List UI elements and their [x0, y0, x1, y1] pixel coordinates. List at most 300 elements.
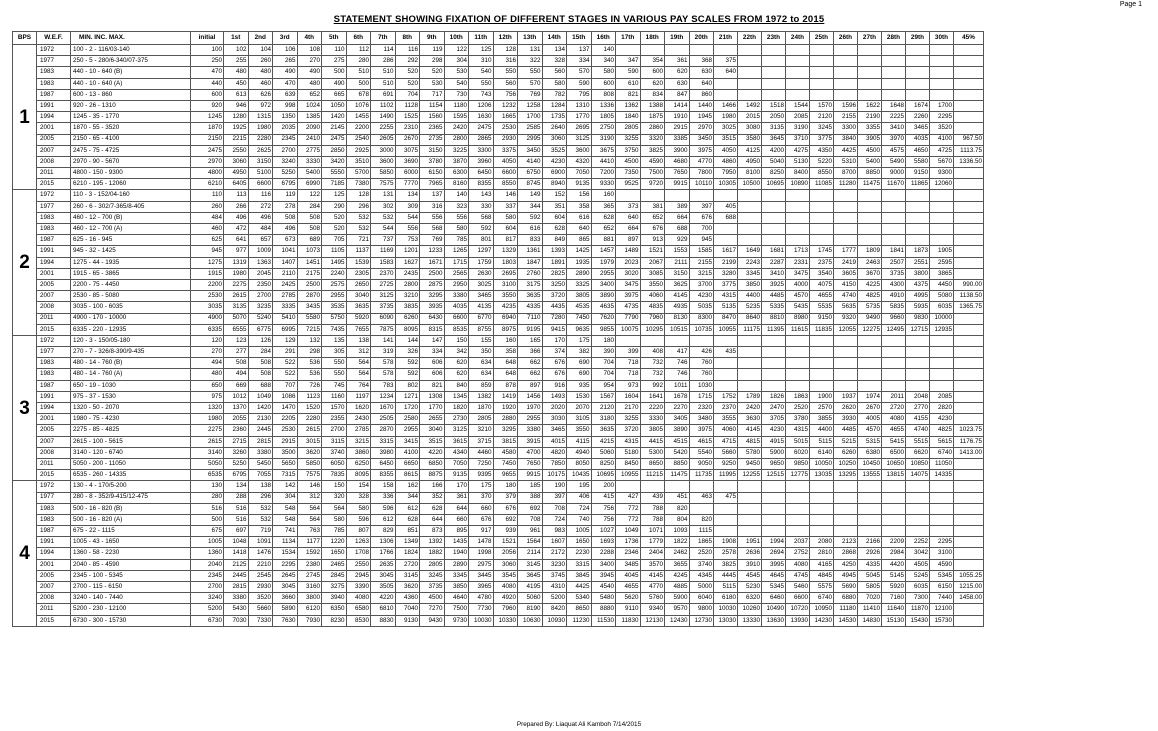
- pct-value: 1413.00: [954, 447, 984, 458]
- stage-value: 3735: [371, 302, 396, 313]
- stage-value: 788: [640, 503, 665, 514]
- stage-value: 2551: [906, 257, 930, 268]
- stage-value: 1979: [591, 257, 616, 268]
- pay-scale: 1005 - 43 - 1650: [71, 537, 191, 548]
- stage-value: [714, 369, 738, 380]
- stage-value: 11830: [616, 615, 641, 626]
- stage-value: 3465: [542, 425, 567, 436]
- stage-value: 732: [640, 358, 665, 369]
- wef-year: 1983: [37, 503, 71, 514]
- table-row: [13, 212, 984, 223]
- stage-value: 480: [224, 67, 249, 78]
- pct-value: 1113.75: [954, 145, 984, 156]
- stage-value: 7960: [493, 604, 518, 615]
- stage-value: 3655: [665, 559, 690, 570]
- stage-value: 11180: [834, 604, 858, 615]
- stage-value: 700: [689, 224, 714, 235]
- stage-value: 2595: [930, 257, 954, 268]
- wef-year: 2005: [37, 279, 71, 290]
- stage-value: 3042: [906, 548, 930, 559]
- stage-value: 592: [395, 358, 420, 369]
- stage-value: 11050: [930, 458, 954, 469]
- stage-value: 2320: [689, 403, 714, 414]
- stage-value: 2275: [224, 279, 249, 290]
- pay-scale: 120 - 3 - 150/05-180: [71, 335, 191, 346]
- stage-value: 3380: [248, 447, 273, 458]
- stage-value: 137: [567, 45, 592, 56]
- stage-value: 3975: [616, 291, 641, 302]
- stage-value: 4715: [714, 436, 738, 447]
- stage-value: 5100: [248, 168, 273, 179]
- stage-value: 3720: [542, 291, 567, 302]
- stage-value: 6650: [395, 458, 420, 469]
- stage-value: 550: [469, 78, 494, 89]
- stage-value: 5215: [834, 436, 858, 447]
- pay-scale: 975 - 37 - 1530: [71, 391, 191, 402]
- stage-value: [786, 514, 810, 525]
- stage-value: 1027: [591, 526, 616, 537]
- stage-value: 1012: [224, 391, 249, 402]
- table-row: [13, 134, 984, 145]
- stage-value: [810, 190, 834, 201]
- stage-value: 3150: [248, 156, 273, 167]
- stage-value: 1875: [640, 112, 665, 123]
- stage-value: 344: [395, 492, 420, 503]
- table-row: [13, 604, 984, 615]
- stage-value: 592: [395, 369, 420, 380]
- stage-value: 316: [493, 56, 518, 67]
- stage-value: 817: [493, 235, 518, 246]
- table-row: [13, 537, 984, 548]
- stage-value: 3905: [858, 134, 882, 145]
- stage-value: 373: [616, 201, 641, 212]
- stage-value: 1945: [689, 112, 714, 123]
- stage-value: 3480: [689, 414, 714, 425]
- stage-value: [858, 67, 882, 78]
- stage-value: [930, 347, 954, 358]
- stage-value: [810, 78, 834, 89]
- stage-value: 1622: [858, 100, 882, 111]
- stage-value: 494: [224, 369, 249, 380]
- initial-value: 650: [191, 380, 224, 391]
- stage-value: 8700: [834, 168, 858, 179]
- stage-value: 568: [469, 212, 494, 223]
- stage-value: 337: [493, 201, 518, 212]
- stage-value: 3890: [591, 291, 616, 302]
- stage-value: [738, 201, 762, 212]
- stage-value: 1425: [567, 246, 592, 257]
- header-stage: 1st: [224, 32, 249, 45]
- stage-value: 5080: [930, 291, 954, 302]
- stage-value: [858, 369, 882, 380]
- stage-value: 860: [689, 89, 714, 100]
- stage-value: [834, 526, 858, 537]
- stage-value: 134: [395, 190, 420, 201]
- stage-value: 8980: [786, 313, 810, 324]
- header-stage: 26th: [834, 32, 858, 45]
- stage-value: 590: [567, 78, 592, 89]
- stage-value: 113: [224, 190, 249, 201]
- stage-value: 4050: [493, 156, 518, 167]
- stage-value: 4375: [906, 279, 930, 290]
- stage-value: 13035: [810, 470, 834, 481]
- stage-value: 10735: [689, 324, 714, 335]
- stage-value: 2130: [248, 414, 273, 425]
- stage-value: [689, 45, 714, 56]
- stage-value: 2825: [542, 268, 567, 279]
- stage-value: 4145: [665, 291, 690, 302]
- stage-value: 146: [297, 481, 322, 492]
- stage-value: 2175: [297, 268, 322, 279]
- stage-value: 2048: [906, 391, 930, 402]
- initial-value: 440: [191, 78, 224, 89]
- stage-value: 544: [371, 224, 396, 235]
- stage-value: 5415: [882, 436, 906, 447]
- stage-value: [882, 56, 906, 67]
- stage-value: 556: [444, 212, 469, 223]
- stage-value: 9720: [640, 179, 665, 190]
- stage-value: 9915: [518, 470, 543, 481]
- stage-value: 3085: [640, 268, 665, 279]
- stage-value: 662: [518, 358, 543, 369]
- stage-value: [762, 358, 786, 369]
- stage-value: 785: [444, 235, 469, 246]
- stage-value: 3450: [689, 134, 714, 145]
- stage-value: 3540: [810, 268, 834, 279]
- stage-value: 11395: [762, 324, 786, 335]
- table-row: [13, 279, 984, 290]
- stage-value: 2435: [395, 268, 420, 279]
- stage-value: 7250: [469, 458, 494, 469]
- header-stage: 20th: [689, 32, 714, 45]
- stage-value: 110: [322, 45, 347, 56]
- stage-value: 5400: [297, 168, 322, 179]
- stage-value: 351: [542, 201, 567, 212]
- table-row: [13, 235, 984, 246]
- stage-value: 745: [322, 380, 347, 391]
- stage-value: 8880: [591, 604, 616, 615]
- stage-value: 634: [469, 369, 494, 380]
- stage-value: 4485: [834, 425, 858, 436]
- stage-value: 6140: [810, 447, 834, 458]
- stage-value: 3060: [224, 156, 249, 167]
- stage-value: 3940: [322, 593, 347, 604]
- stage-value: [786, 380, 810, 391]
- stage-value: [738, 492, 762, 503]
- stage-value: 1841: [882, 246, 906, 257]
- stage-value: 1553: [665, 246, 690, 257]
- stage-value: 3150: [665, 268, 690, 279]
- stage-value: 1925: [224, 123, 249, 134]
- stage-value: 13030: [714, 615, 738, 626]
- stage-value: 370: [469, 492, 494, 503]
- table-row: [13, 593, 984, 604]
- stage-value: 1596: [834, 100, 858, 111]
- stage-value: 12275: [858, 324, 882, 335]
- stage-value: [858, 492, 882, 503]
- stage-value: [882, 380, 906, 391]
- stage-value: 4100: [930, 134, 954, 145]
- stage-value: 6740: [810, 593, 834, 604]
- stage-value: 1258: [518, 100, 543, 111]
- stage-value: 4540: [591, 582, 616, 593]
- stage-value: 2125: [224, 559, 249, 570]
- stage-value: 5805: [858, 582, 882, 593]
- stage-value: [786, 201, 810, 212]
- stage-value: [738, 67, 762, 78]
- stage-value: 2670: [858, 403, 882, 414]
- stage-value: 2475: [469, 123, 494, 134]
- stage-value: 2636: [738, 548, 762, 559]
- stage-value: 3850: [444, 582, 469, 593]
- table-row: [13, 179, 984, 190]
- stage-value: 1595: [444, 112, 469, 123]
- stage-value: 753: [395, 235, 420, 246]
- stage-value: 7655: [346, 324, 371, 335]
- stage-value: 8650: [640, 458, 665, 469]
- stage-value: 1585: [689, 246, 714, 257]
- stage-value: 4915: [762, 436, 786, 447]
- stage-value: [738, 89, 762, 100]
- stage-value: [762, 89, 786, 100]
- stage-value: 155: [469, 335, 494, 346]
- stage-value: 3670: [858, 268, 882, 279]
- stage-value: 3925: [762, 279, 786, 290]
- pct-value: [954, 201, 984, 212]
- table-row: [13, 291, 984, 302]
- stage-value: 3805: [640, 425, 665, 436]
- pct-value: [954, 123, 984, 134]
- stage-value: [738, 347, 762, 358]
- stage-value: 3660: [273, 593, 298, 604]
- stage-value: 7730: [469, 604, 494, 615]
- stage-value: [906, 212, 930, 223]
- stage-value: 7330: [248, 615, 273, 626]
- stage-value: 564: [297, 514, 322, 525]
- stage-value: 3805: [567, 291, 592, 302]
- stage-value: 717: [420, 89, 445, 100]
- stage-value: 8975: [493, 324, 518, 335]
- stage-value: 11640: [882, 604, 906, 615]
- stage-value: [616, 190, 641, 201]
- stage-value: 1840: [616, 112, 641, 123]
- stage-value: 2123: [834, 537, 858, 548]
- stage-value: 5935: [906, 302, 930, 313]
- stage-value: [930, 235, 954, 246]
- stage-value: 480: [297, 78, 322, 89]
- stage-value: 2975: [469, 559, 494, 570]
- stage-value: 5575: [810, 582, 834, 593]
- stage-value: [906, 358, 930, 369]
- stage-value: 840: [444, 380, 469, 391]
- stage-value: 516: [224, 514, 249, 525]
- stage-value: 9830: [906, 313, 930, 324]
- stage-value: 1024: [297, 100, 322, 111]
- pay-scale: 6535 - 260 - 14335: [71, 470, 191, 481]
- stage-value: 788: [640, 514, 665, 525]
- stage-value: 3740: [689, 559, 714, 570]
- stage-value: [714, 224, 738, 235]
- stage-value: 141: [371, 335, 396, 346]
- stage-value: 2695: [493, 268, 518, 279]
- stage-value: 5580: [906, 156, 930, 167]
- stage-value: 9050: [689, 458, 714, 469]
- stage-value: 328: [346, 492, 371, 503]
- table-row: [13, 559, 984, 570]
- stage-value: 5070: [224, 313, 249, 324]
- stage-value: 2419: [834, 257, 858, 268]
- stage-value: [689, 481, 714, 492]
- wef-year: 1977: [37, 492, 71, 503]
- stage-value: [858, 347, 882, 358]
- stage-value: 8550: [810, 168, 834, 179]
- stage-value: 11280: [834, 179, 858, 190]
- stage-value: 3465: [906, 123, 930, 134]
- stage-value: 13930: [786, 615, 810, 626]
- table-row: [13, 45, 984, 56]
- stage-value: 3515: [714, 134, 738, 145]
- stage-value: 2023: [616, 257, 641, 268]
- stage-value: 3445: [469, 570, 494, 581]
- stage-value: 1160: [322, 391, 347, 402]
- stage-value: 620: [444, 369, 469, 380]
- stage-value: 435: [714, 347, 738, 358]
- stage-value: 138: [248, 481, 273, 492]
- stage-value: 592: [518, 212, 543, 223]
- stage-value: 580: [591, 67, 616, 78]
- stage-value: [762, 481, 786, 492]
- stage-value: 5200: [542, 593, 567, 604]
- stage-value: 847: [665, 89, 690, 100]
- stage-value: 2730: [444, 414, 469, 425]
- stage-value: 5490: [882, 156, 906, 167]
- table-row: [13, 615, 984, 626]
- stage-value: 688: [714, 212, 738, 223]
- stage-value: 1492: [738, 100, 762, 111]
- stage-value: 550: [493, 67, 518, 78]
- pct-value: [954, 481, 984, 492]
- stage-value: 5550: [322, 168, 347, 179]
- stage-value: 9490: [858, 313, 882, 324]
- stage-value: 592: [469, 224, 494, 235]
- stage-value: 10305: [714, 179, 738, 190]
- stage-value: 1847: [518, 257, 543, 268]
- pay-scale: 6730 - 300 - 15730: [71, 615, 191, 626]
- stage-value: 1345: [444, 391, 469, 402]
- stage-value: 1648: [882, 100, 906, 111]
- stage-value: [810, 56, 834, 67]
- stage-value: 1998: [469, 548, 494, 559]
- stage-value: 5430: [224, 604, 249, 615]
- stage-value: 2215: [224, 134, 249, 145]
- stage-value: 7315: [273, 470, 298, 481]
- stage-value: 3300: [469, 145, 494, 156]
- stage-value: 3645: [762, 134, 786, 145]
- table-row: [13, 257, 984, 268]
- stage-value: [906, 335, 930, 346]
- stage-value: 3380: [224, 593, 249, 604]
- stage-value: 1650: [322, 548, 347, 559]
- stage-value: 5400: [858, 156, 882, 167]
- pay-scale: 650 - 19 - 1030: [71, 380, 191, 391]
- stage-value: 2310: [395, 123, 420, 134]
- stage-value: 2090: [297, 123, 322, 134]
- stage-value: 255: [224, 56, 249, 67]
- stage-value: 10250: [834, 458, 858, 469]
- stage-value: 4820: [542, 447, 567, 458]
- stage-value: 6900: [542, 168, 567, 179]
- stage-value: 763: [297, 526, 322, 537]
- stage-value: 3915: [518, 436, 543, 447]
- stage-value: 379: [493, 492, 518, 503]
- stage-value: 580: [444, 224, 469, 235]
- stage-value: 772: [616, 503, 641, 514]
- stage-value: 150: [322, 481, 347, 492]
- stage-value: [882, 481, 906, 492]
- stage-value: 4445: [714, 570, 738, 581]
- stage-value: 5460: [786, 582, 810, 593]
- stage-value: 397: [689, 201, 714, 212]
- stage-value: 628: [395, 514, 420, 525]
- pay-scale: 2970 - 90 - 5670: [71, 156, 191, 167]
- stage-value: 152: [542, 190, 567, 201]
- stage-value: 3855: [810, 414, 834, 425]
- stage-value: 2375: [810, 257, 834, 268]
- stage-value: 4860: [714, 156, 738, 167]
- wef-year: 2008: [37, 447, 71, 458]
- stage-value: 795: [567, 89, 592, 100]
- stage-value: 600: [591, 78, 616, 89]
- stage-value: 3215: [346, 436, 371, 447]
- stage-value: [906, 380, 930, 391]
- header-stage: 21th: [714, 32, 738, 45]
- stage-value: 1382: [469, 391, 494, 402]
- stage-value: 290: [322, 201, 347, 212]
- stage-value: 2805: [616, 123, 641, 134]
- stage-value: 3315: [371, 436, 396, 447]
- pay-scale: 110 - 3 - 152/04-160: [71, 190, 191, 201]
- stage-value: [762, 514, 786, 525]
- stage-value: 3570: [640, 559, 665, 570]
- table-row: [13, 414, 984, 425]
- stage-value: 352: [420, 492, 445, 503]
- stage-value: 4275: [786, 145, 810, 156]
- stage-value: [762, 78, 786, 89]
- stage-value: 3385: [665, 134, 690, 145]
- stage-value: [834, 481, 858, 492]
- stage-value: 741: [273, 526, 298, 537]
- initial-value: 460: [191, 224, 224, 235]
- pay-scale: 600 - 13 - 860: [71, 89, 191, 100]
- stage-value: 3150: [420, 145, 445, 156]
- pay-scale: 500 - 16 - 820 (A): [71, 514, 191, 525]
- header-initial: initial: [191, 32, 224, 45]
- stage-value: 1970: [518, 403, 543, 414]
- stage-value: 973: [616, 380, 641, 391]
- stage-value: 536: [297, 369, 322, 380]
- stage-value: 3045: [371, 570, 396, 581]
- stage-value: 7215: [297, 324, 322, 335]
- stage-value: 1627: [395, 257, 420, 268]
- stage-value: 4310: [542, 582, 567, 593]
- stage-value: 131: [518, 45, 543, 56]
- stage-value: 2640: [542, 123, 567, 134]
- stage-value: 3415: [395, 436, 420, 447]
- stage-value: [762, 380, 786, 391]
- stage-value: 10955: [616, 470, 641, 481]
- stage-value: 1451: [297, 257, 322, 268]
- header-stage: 14th: [542, 32, 567, 45]
